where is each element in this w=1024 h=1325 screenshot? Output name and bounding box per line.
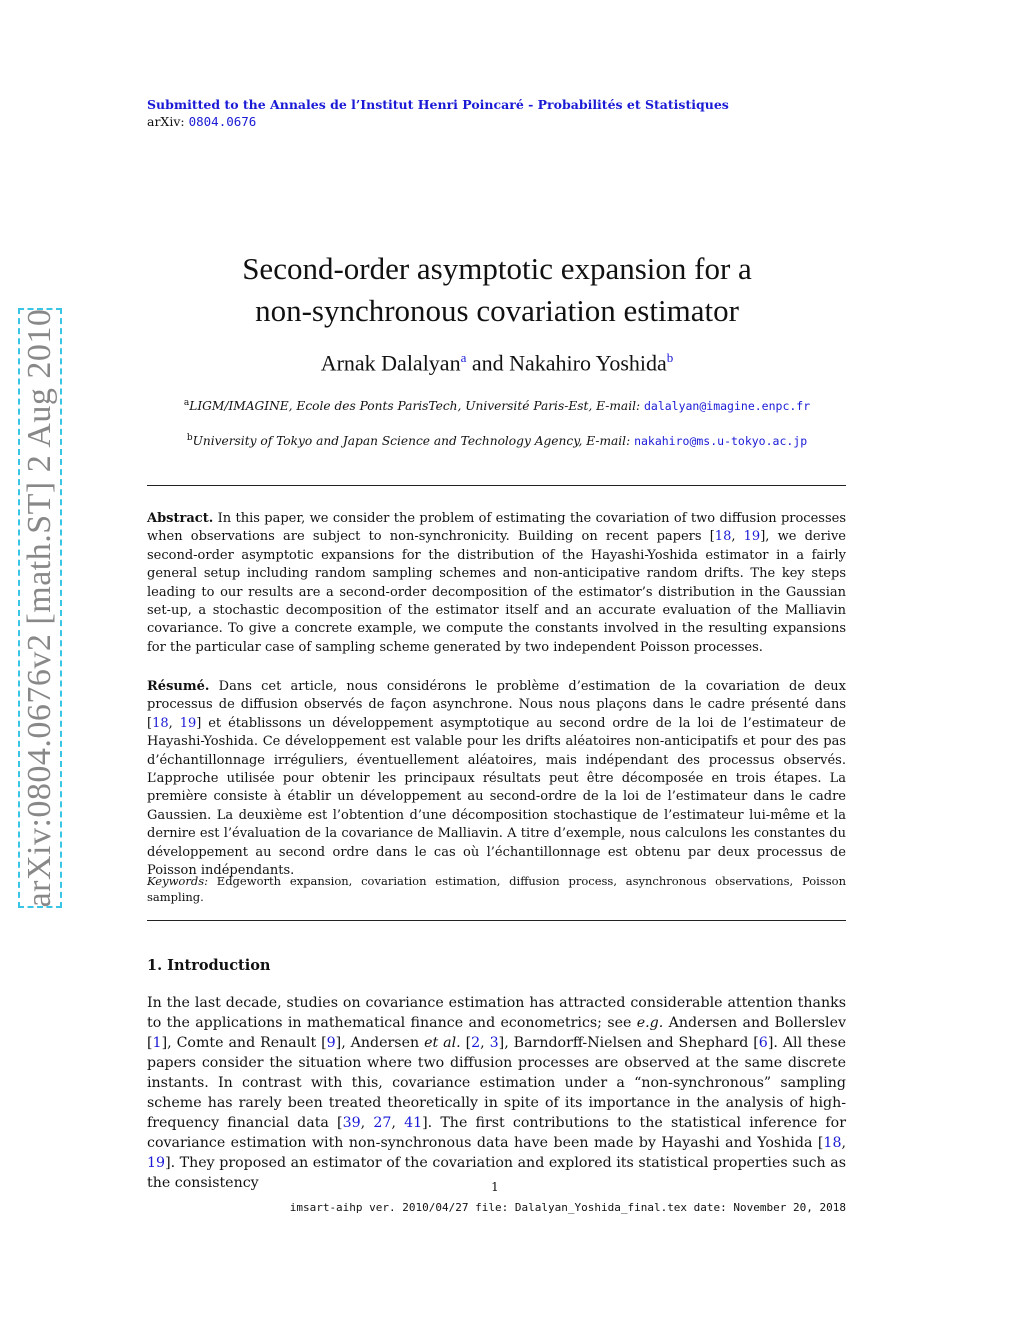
abstract-label: Abstract.	[147, 511, 214, 526]
citation-link[interactable]: 19	[147, 1155, 166, 1171]
citation-separator: ,	[841, 1135, 846, 1151]
arxiv-id-link[interactable]: 0804.0676	[188, 114, 257, 129]
resume-text: Dans cet article, nous considérons le problème d’estimation de la covariation de deux processus de diffusion observés de façon asynchrone. Nous nous plaçons dans le cadre présenté dans [	[147, 679, 846, 731]
page-number: 1	[491, 1180, 499, 1194]
citation-link[interactable]: 18	[823, 1135, 842, 1151]
citation-link[interactable]: 18	[714, 529, 732, 545]
arxiv-stamp	[18, 308, 62, 908]
intro-text: ], Barndorff-Nielsen and Shephard [	[498, 1035, 759, 1051]
citation-link[interactable]: 39	[342, 1115, 361, 1131]
resume	[147, 678, 846, 880]
citation-link[interactable]: 41	[404, 1115, 423, 1131]
abstract	[147, 510, 846, 657]
resume-label: Résumé.	[147, 679, 210, 694]
email-link[interactable]: dalalyan@imagine.enpc.fr	[643, 399, 811, 414]
affiliation-mark: b	[186, 433, 193, 443]
top-rule	[147, 485, 846, 486]
citation-link[interactable]: 6	[758, 1035, 768, 1051]
author-conjunction: and	[466, 350, 510, 376]
citation-link[interactable]: 2	[471, 1035, 481, 1051]
intro-text: ]. They proposed an estimator of the covariation and explored its statistical properties such as the consistency	[147, 1155, 846, 1191]
author-list	[147, 350, 847, 376]
affiliation-b	[147, 433, 847, 448]
intro-text: Andersen and Bollerslev [	[147, 1015, 846, 1051]
affiliation-mark: a	[183, 398, 190, 408]
author-dalalyan: Arnak Dalalyan	[320, 350, 461, 376]
title-line-1: Second-order asymptotic expansion for a	[242, 251, 752, 286]
intro-text: ], Comte and Renault [	[161, 1035, 327, 1051]
abstract-text: ], we derive second-order asymptotic expansions for the distribution of the Hayashi-Yoshida estimator in a fairly general setup including random sampling schemes and non-anticipative random drifts. The key steps leading to our results are a second-order decomposition of the estimator’s distribution in the Gaussian set-up, a stochastic decomposition of the estimator itself and an accurate evaluation of the Malliavin covariance. To give a concrete example, we compute the constants involved in the resulting expansions for the particular case of sampling scheme generated by two independent Poisson processes.	[147, 529, 846, 655]
abstract-text: In this paper, we consider the problem of estimating the covariation of two diffusion processes when observations are subject to non-synchronicity. Building on recent papers [	[147, 511, 846, 545]
section-heading-introduction: 1. Introduction	[147, 957, 271, 974]
introduction-paragraph	[147, 993, 846, 1193]
citation-link[interactable]: 19	[179, 715, 197, 731]
intro-text: ]. All these papers consider the situation where two diffusion processes are observed at the same discrete instants. In contrast with this, covariance estimation under a “non-synchronous” sampling scheme has rarely been treated theoretically in spite of its importance in the analysis of high-frequency financial data [	[147, 1035, 846, 1131]
affil-mark-a[interactable]: a	[460, 350, 467, 365]
intro-text: et al.	[424, 1035, 461, 1051]
title-line-2: non-synchronous covariation estimator	[255, 293, 739, 328]
intro-text: ]. The first contributions to the statistical inference for covariance estimation with non-synchronous data have been made by Hayashi and Yoshida [	[147, 1115, 846, 1151]
footer-info: imsart-aihp ver. 2010/04/27 file: Dalalyan_Yoshida_final.tex date: November 20, 2018	[289, 1201, 846, 1214]
intro-text: ], Andersen	[335, 1035, 425, 1051]
citation-separator: ,	[168, 715, 180, 731]
journal-name: Submitted to the Annales de l’Institut Henri Poincaré - Probabilités et Statistiques	[147, 97, 729, 112]
affiliation-text: University of Tokyo and Japan Science and Technology Agency, E-mail:	[192, 434, 635, 449]
intro-text: [	[460, 1035, 472, 1051]
citation-link[interactable]: 1	[152, 1035, 162, 1051]
keywords-label: Keywords:	[147, 874, 208, 888]
keywords-text: Edgeworth expansion, covariation estimation, diffusion process, asynchronous observations, Poisson sampling.	[147, 874, 846, 904]
intro-text: In the last decade, studies on covariance estimation has attracted considerable attention thanks to the applications in mathematical finance and econometrics; see	[147, 995, 846, 1031]
email-link[interactable]: nakahiro@ms.u-tokyo.ac.jp	[634, 434, 808, 449]
author-yoshida: Nakahiro Yoshida	[509, 350, 667, 376]
arxiv-stamp-text: arXiv:0804.0676v2 [math.ST] 2 Aug 2010	[21, 308, 58, 908]
bottom-rule	[147, 920, 846, 921]
affiliation-text: LIGM/IMAGINE, Ecole des Ponts ParisTech, Université Paris-Est, E-mail:	[189, 399, 644, 414]
journal-header	[147, 96, 729, 130]
intro-text: e.g.	[636, 1015, 664, 1031]
keywords	[147, 873, 846, 905]
affiliation-a	[147, 398, 847, 413]
arxiv-line	[147, 113, 729, 130]
arxiv-label: arXiv:	[147, 114, 185, 129]
citation-link[interactable]: 3	[489, 1035, 499, 1051]
citation-link[interactable]: 27	[373, 1115, 392, 1131]
paper-title	[147, 248, 847, 332]
resume-text: ] et établissons un développement asymptotique au second ordre de la loi de l’estimateur de Hayashi-Yoshida. Ce développement est valable pour les drifts aléatoires non-anticipatifs et pour des pas d’échantillonnage irréguliers, éventuellement aléatoires, mais indépendant des processus observés. L’approche utilisée pour obtenir les principaux résultats peut être décomposée en trois étapes. La première consiste à établir un développement au second-ordre de la loi de l’estimateur dans le cadre Gaussien. La deuxième est l’obtention d’une décomposition stochastique de l’estimateur lui-même et la dernire est l’évaluation de la covariance de Malliavin. A titre d’exemple, nous calculons les constantes du développement au second ordre dans le cas où l’échantillonnage est obtenu par deux processus de Poisson indépendants.	[147, 715, 846, 879]
affil-mark-b[interactable]: b	[666, 350, 674, 365]
citation-separator: ,	[360, 1115, 374, 1131]
citation-link[interactable]: 18	[152, 715, 169, 731]
citation-link[interactable]: 19	[743, 529, 761, 545]
citation-separator: ,	[391, 1115, 405, 1131]
citation-separator: ,	[731, 529, 744, 545]
citation-link[interactable]: 9	[326, 1035, 336, 1051]
citation-separator: ,	[480, 1035, 490, 1051]
